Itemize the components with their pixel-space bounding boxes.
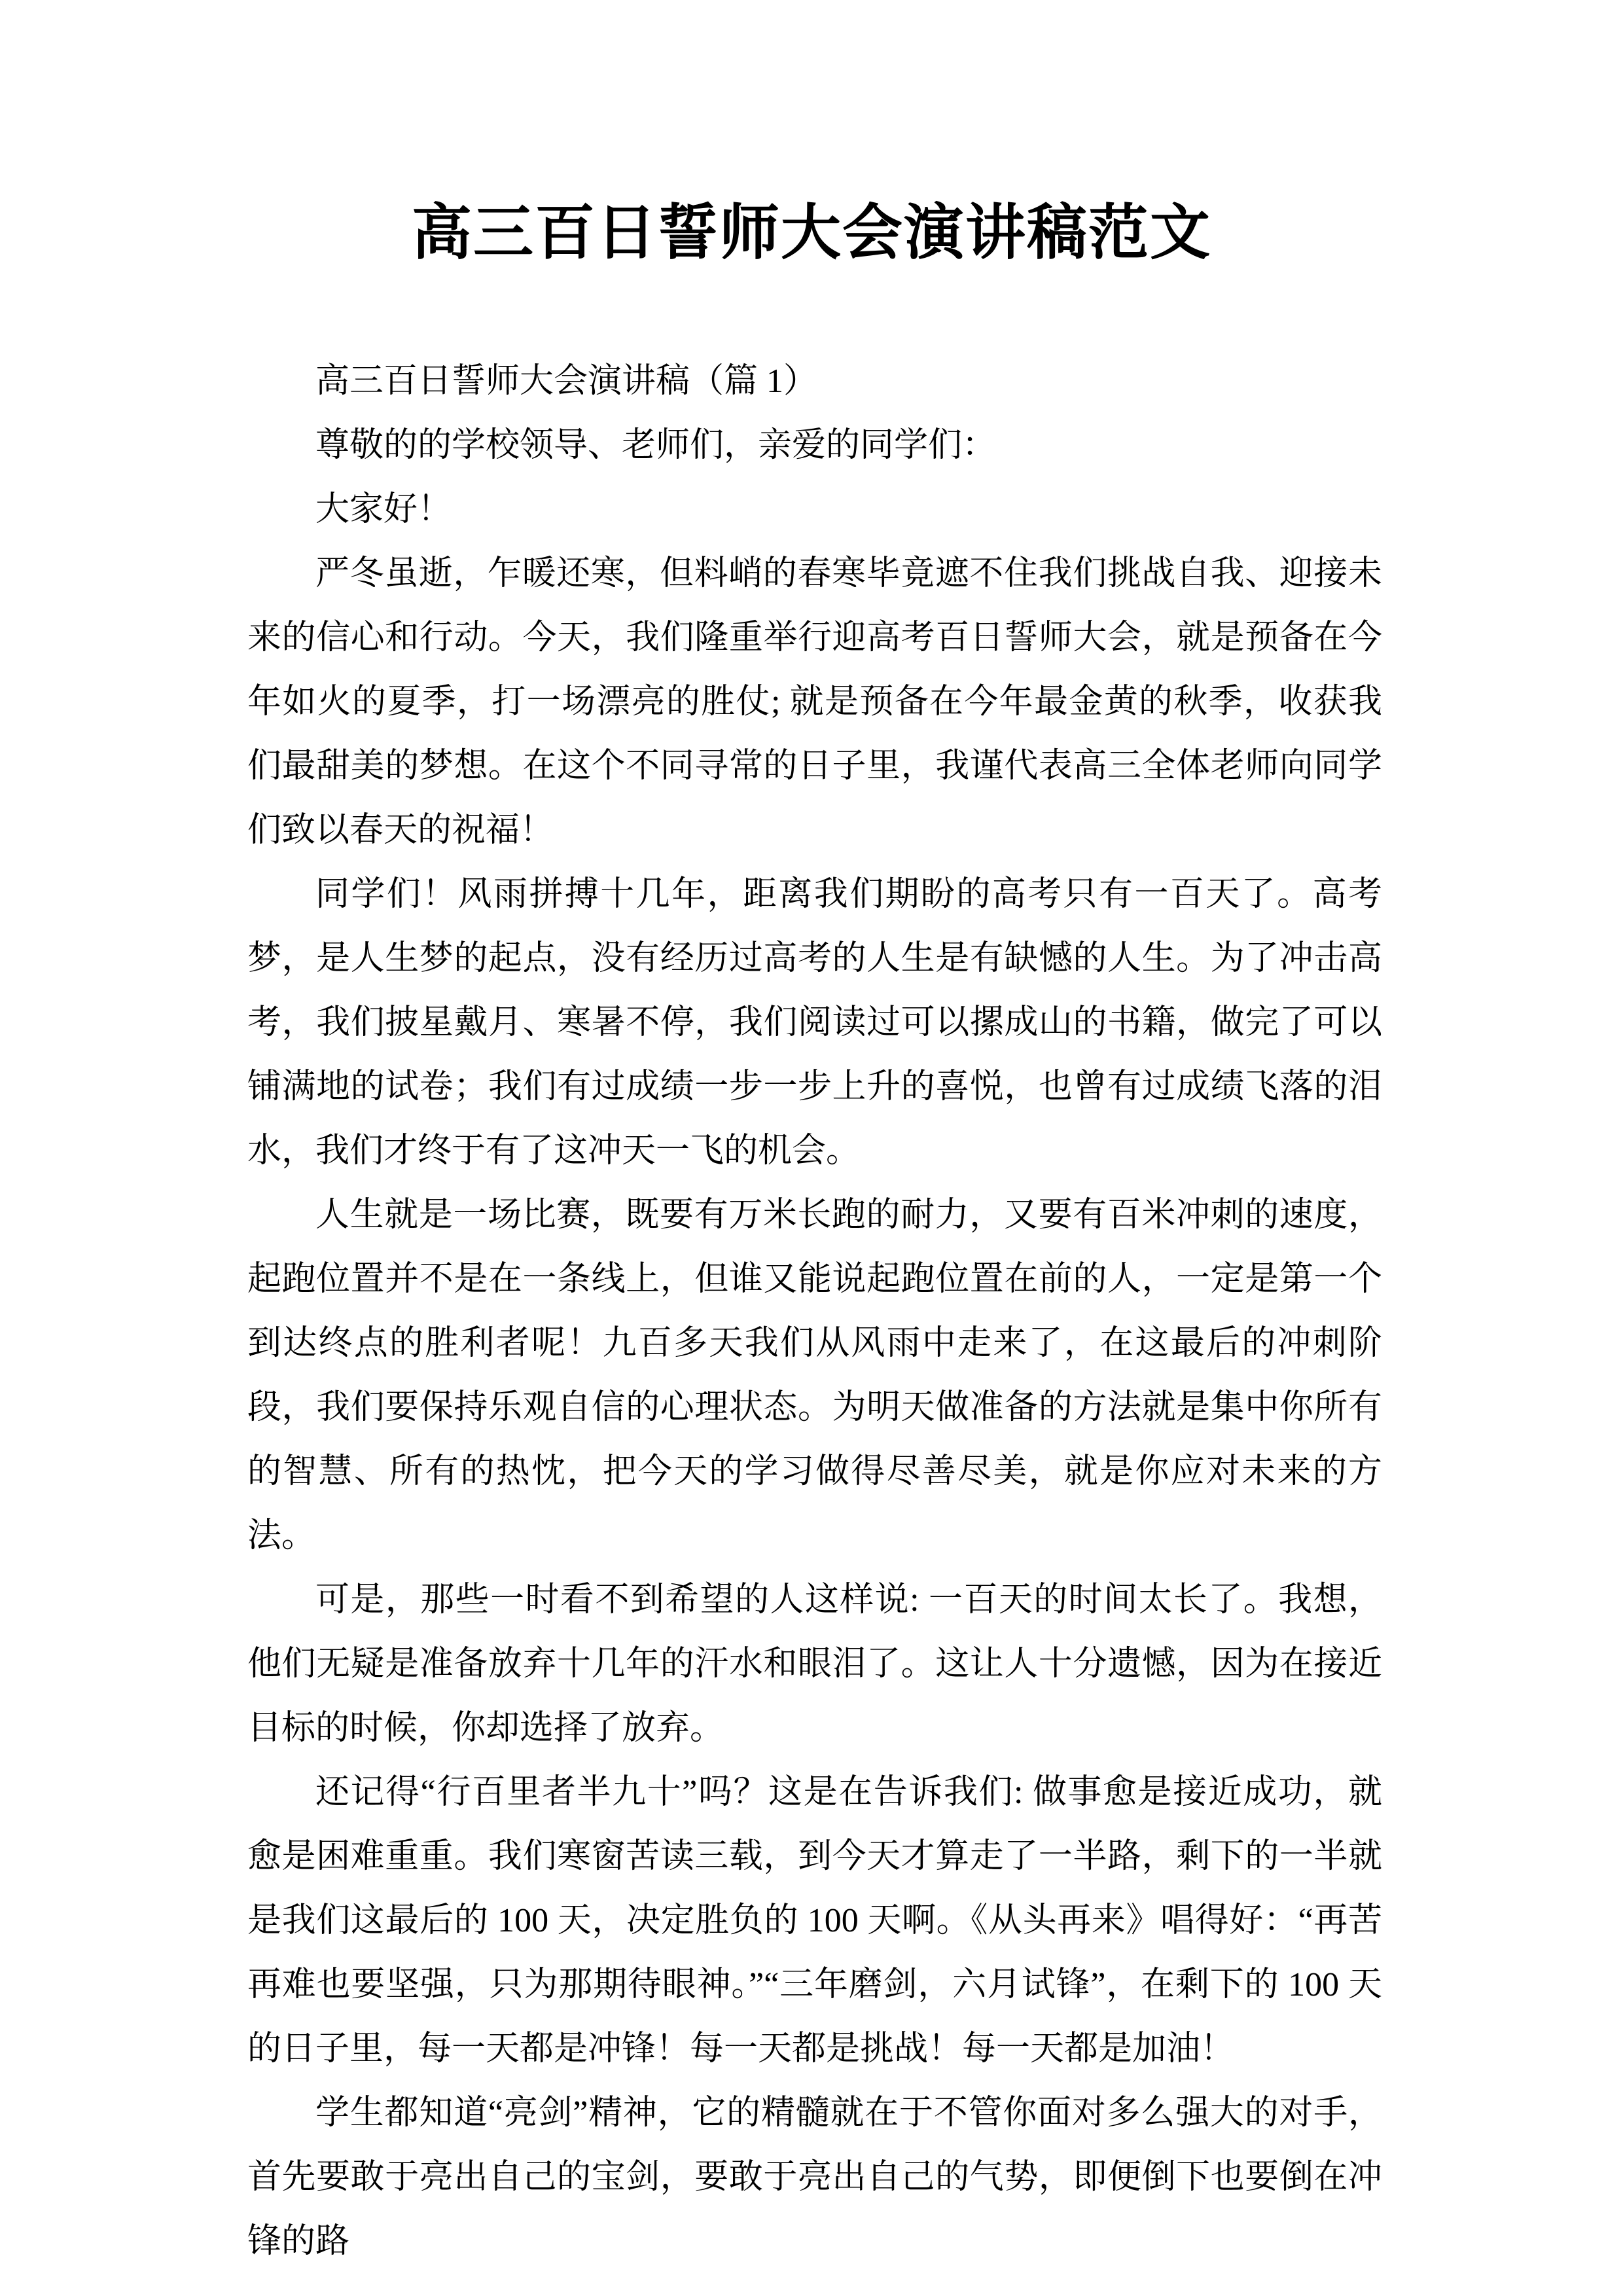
- paragraph: 还记得“行百里者半九十”吗？这是在告诉我们: 做事愈是接近成功，就愈是困难重重。我们寒窗苦读三载，到今天才算走了一半路，剩下的一半就是我们这最后的 100 天，决定胜负的 100 天啊。《从头再来》唱得好：“再苦再难也要坚强，只为那期待眼神。”“三年磨剑，六月试锋”，在剩下的 100 天的日子里，每一天都是冲锋！每一天都是挑战！每一天都是加油！: [247, 1774, 1382, 2068]
- paragraph: 严冬虽逝，乍暖还寒，但料峭的春寒毕竟遮不住我们挑战自我、迎接未来的信心和行动。今天，我们隆重举行迎高考百日誓师大会，就是预备在今年如火的夏季，打一场漂亮的胜仗; 就是预备在今年最金黄的秋季，收获我们最甜美的梦想。在这个不同寻常的日子里，我谨代表高三全体老师向同学们致以春天的祝福！: [247, 555, 1382, 849]
- paragraph: 学生都知道“亮剑”精神，它的精髓就在于不管你面对多么强大的对手，首先要敢于亮出自己的宝剑，要敢于亮出自己的气势，即便倒下也要倒在冲锋的路: [247, 2094, 1382, 2260]
- document-title: 高三百日誓师大会演讲稿范文: [411, 200, 1211, 266]
- paragraph: 人生就是一场比赛，既要有万米长跑的耐力，又要有百米冲刺的速度，起跑位置并不是在一条线上，但谁又能说起跑位置在前的人，一定是第一个到达终点的胜利者呢！九百多天我们从风雨中走来了，在这最后的冲刺阶段，我们要保持乐观自信的心理状态。为明天做准备的方法就是集中你所有的智慧、所有的热忱，把今天的学习做得尽善尽美，就是你应对未来的方法。: [247, 1196, 1382, 1554]
- paragraph-salutation: 尊敬的的学校领导、老师们，亲爱的同学们：: [315, 427, 997, 464]
- document-body: [247, 350, 1382, 2274]
- paragraph-greeting: 大家好！: [315, 491, 452, 528]
- paragraph: 同学们！风雨拼搏十几年，距离我们期盼的高考只有一百天了。高考梦，是人生梦的起点，没有经历过高考的人生是有缺憾的人生。为了冲击高考，我们披星戴月、寒暑不停，我们阅读过可以摞成山的书籍，做完了可以铺满地的试卷；我们有过成绩一步一步上升的喜悦，也曾有过成绩飞落的泪水，我们才终于有了这冲天一飞的机会。: [247, 876, 1382, 1170]
- paragraph-section-heading: 高三百日誓师大会演讲稿（篇 1）: [315, 363, 818, 400]
- paragraph: 可是，那些一时看不到希望的人这样说: 一百天的时间太长了。我想，他们无疑是准备放弃十几年的汗水和眼泪了。这让人十分遗憾，因为在接近目标的时候，你却选择了放弃。: [247, 1581, 1382, 1747]
